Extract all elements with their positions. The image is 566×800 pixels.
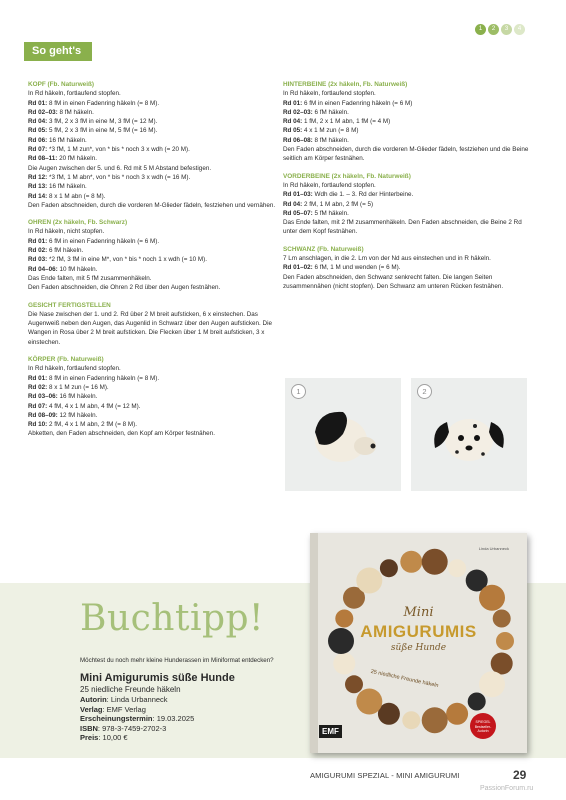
hinterbeine-heading: HINTERBEINE (2x häkeln, Fb. Naturweiß) <box>283 81 408 88</box>
instruction-line <box>283 145 533 164</box>
instruction-text: Das Ende falten, mit 5 fM zusammenhäkeln. <box>28 274 152 282</box>
detail-value: : Linda Urbanneck <box>106 695 168 705</box>
book-prompt: Möchtest du noch mehr kleine Hunderassen im Miniformat entdecken? <box>80 657 274 664</box>
round-label: Rd 01: <box>283 99 303 107</box>
round-label: Rd 03–06: <box>28 393 58 401</box>
instruction-line <box>283 108 533 117</box>
instruction-line <box>28 310 276 347</box>
detail-label: Preis <box>80 733 99 743</box>
instruction-text: Abketten, den Faden abschneiden, den Kopf am Körper festnähen. <box>28 430 215 438</box>
instruction-text: 12 fM häkeln. <box>57 411 98 419</box>
instruction-line <box>28 126 276 135</box>
instruction-line <box>28 402 276 411</box>
instruction-line <box>28 117 276 126</box>
round-label: Rd 06: <box>28 136 48 144</box>
round-label: Rd 01–02: <box>283 264 313 272</box>
round-label: Rd 10: <box>28 421 48 429</box>
instruction-text: Die Nase zwischen der 1. und 2. Rd über 2 M breit aufsticken, 6 x einstechen. Das Augenweiß neben den Augen, das Augenlid in Schwarz über den Augen aufsticken. Die Wangen in Rosa über 2 M breit aufsticken. Die Flecken über 1 M breit aufsticken, 3 x einstechen. <box>28 310 273 346</box>
instruction-line <box>283 190 533 199</box>
book-subtitle: 25 niedliche Freunde häkeln <box>80 685 181 695</box>
round-label: Rd 02–03: <box>283 108 313 116</box>
koerper-heading: KÖRPER (Fb. Naturweiß) <box>28 356 104 364</box>
book-cover-image <box>310 533 527 753</box>
instruction-text: *2 fM, 3 fM in eine M*, von * bis * noch 1 x wdh (= 10 M). <box>47 256 208 264</box>
instruction-line <box>28 374 276 383</box>
instruction-line <box>283 273 533 292</box>
instruction-text: 8 x 1 M abn (= 8 M). <box>47 192 106 200</box>
round-label: Rd 08–09: <box>28 411 58 419</box>
round-label: Rd 13: <box>28 183 48 191</box>
book-detail-row <box>80 705 274 715</box>
instruction-line <box>283 89 533 98</box>
detail-label: ISBN <box>80 723 98 733</box>
instruction-text: 7 Lm anschlagen, in die 2. Lm von der Nd aus einstechen und in R häkeln. <box>283 255 491 263</box>
right-column <box>283 80 533 299</box>
nav-dot: 1 <box>475 24 486 35</box>
page-nav-dots <box>475 24 525 35</box>
round-label: Rd 02–03: <box>28 108 58 116</box>
instruction-text: Wdh die 1. – 3. Rd der Hinterbeine. <box>312 191 414 199</box>
round-label: Rd 04–06: <box>28 265 58 273</box>
section-tag: So geht's <box>24 42 92 61</box>
instruction-line <box>283 263 533 272</box>
instruction-text: Den Faden abschneiden, durch die vorderen M-Glieder fädeln, festziehen und die Beine seitlich am Körper festnähen. <box>283 146 529 163</box>
photo-number: 1 <box>291 384 306 399</box>
instruction-line <box>28 227 276 236</box>
round-label: Rd 01: <box>28 99 48 107</box>
round-label: Rd 04: <box>28 118 48 126</box>
detail-value: : EMF Verlag <box>102 704 146 714</box>
amigurumi-dog-figure <box>448 559 466 577</box>
instruction-text: *3 fM, 1 M zun*, von * bis * noch 3 x wdh (= 20 M). <box>47 146 190 154</box>
instruction-text: 6 fM in einen Fadenring häkeln (= 6 M) <box>302 99 413 107</box>
round-label: Rd 02: <box>28 383 48 391</box>
round-label: Rd 07: <box>28 146 48 154</box>
detail-label: Verlag <box>80 704 103 714</box>
instruction-line <box>28 283 276 292</box>
cover-tagline: 25 niedliche Freunde häkeln <box>370 668 439 690</box>
amigurumi-dog-figure <box>468 693 486 711</box>
instruction-line <box>28 192 276 201</box>
instruction-line <box>28 108 276 117</box>
instruction-text: 8 fM häkeln. <box>312 136 349 144</box>
instruction-line <box>28 136 276 145</box>
instruction-line <box>28 411 276 420</box>
publisher-logo: EMF <box>319 725 342 738</box>
instruction-text: 8 x 1 M zun (= 16 M). <box>47 383 109 391</box>
round-label: Rd 08–11: <box>28 155 58 163</box>
instruction-line <box>28 237 276 246</box>
round-label: Rd 07: <box>28 402 48 410</box>
instruction-text: 16 fM häkeln. <box>47 136 87 144</box>
amigurumi-dog-figure <box>333 653 355 675</box>
instruction-line <box>28 154 276 163</box>
kopf-heading: KOPF (Fb. Naturweiß) <box>28 81 95 88</box>
instruction-line <box>283 117 533 126</box>
instruction-line <box>28 99 276 108</box>
instruction-text: Die Augen zwischen der 5. und 6. Rd mit 5 M Abstand befestigen. <box>28 164 212 172</box>
instruction-text: 3 fM, 2 x 3 fM in eine M, 3 fM (= 12 M). <box>47 118 158 126</box>
instruction-text: 2 fM, 4 x 1 M abn, 2 fM (= 8 M). <box>47 421 138 429</box>
instruction-text: In Rd häkeln, fortlaufend stopfen. <box>28 90 121 98</box>
round-label: Rd 01–03: <box>283 191 313 199</box>
instruction-line <box>28 429 276 438</box>
gesicht-heading: GESICHT FERTIGSTELLEN <box>28 301 111 309</box>
instruction-text: 6 fM, 1 M und wenden (= 6 M). <box>312 264 401 272</box>
book-detail-row <box>80 724 274 734</box>
instruction-text: 5 fM häkeln. <box>312 209 349 217</box>
photo-number: 2 <box>417 384 432 399</box>
instruction-line <box>283 218 533 237</box>
instruction-line <box>28 364 276 373</box>
instruction-text: 16 fM häkeln. <box>57 393 98 401</box>
book-detail-row <box>80 733 274 743</box>
round-label: Rd 02: <box>28 247 48 255</box>
instruction-line <box>28 164 276 173</box>
instruction-text: 16 fM häkeln. <box>47 183 87 191</box>
instruction-line <box>28 383 276 392</box>
detail-label: Autorin <box>80 695 107 705</box>
instruction-line <box>283 200 533 209</box>
round-label: Rd 03: <box>28 256 48 264</box>
photo-step-2 <box>411 378 527 491</box>
instruction-text: *3 fM, 1 M abn*, von * bis * noch 3 x wdh (= 16 M). <box>47 173 191 181</box>
instruction-text: 6 fM in einen Fadenring häkeln (= 6 M). <box>47 237 160 245</box>
amigurumi-dog-figure <box>356 568 382 594</box>
instruction-line <box>283 181 533 190</box>
round-label: Rd 05: <box>283 127 303 135</box>
page-number: 29 <box>513 768 527 782</box>
instruction-line <box>28 145 276 154</box>
amigurumi-dog-figure <box>356 689 382 715</box>
book-detail-row <box>80 714 274 724</box>
cover-author: Linda Urbanneck <box>478 546 509 551</box>
instruction-line <box>28 173 276 182</box>
round-label: Rd 05: <box>28 127 48 135</box>
instruction-text: Den Faden abschneiden, die Ohren 2 Rd über den Augen festnähen. <box>28 284 221 292</box>
amigurumi-dog-figure <box>479 671 505 697</box>
instruction-text: 6 fM häkeln. <box>312 108 349 116</box>
round-label: Rd 01: <box>28 374 48 382</box>
amigurumi-dog-figure <box>345 675 363 693</box>
instruction-text: In Rd häkeln, fortlaufend stopfen. <box>283 90 376 98</box>
photo-step-1 <box>285 378 401 491</box>
left-column <box>28 80 276 447</box>
instruction-line <box>28 246 276 255</box>
amigurumi-dog-figure <box>380 559 398 577</box>
instruction-text: In Rd häkeln, fortlaufend stopfen. <box>28 365 121 373</box>
instruction-line <box>283 136 533 145</box>
instruction-text: 20 fM häkeln. <box>57 155 97 163</box>
book-title: Mini Amigurumis süße Hunde <box>80 672 235 685</box>
cover-subtitle: süße Hunde <box>390 643 447 653</box>
instruction-line <box>283 209 533 218</box>
instruction-line <box>28 265 276 274</box>
round-label: Rd 01: <box>28 237 48 245</box>
instruction-line <box>28 392 276 401</box>
instruction-text: Das Ende falten, mit 2 fM zusammenhäkeln. Den Faden abschneiden, die Beine 2 Rd unter dem Kopf festnähen. <box>283 219 522 236</box>
nav-dot: 3 <box>501 24 512 35</box>
nav-dot: 4 <box>514 24 525 35</box>
book-details <box>80 695 274 743</box>
vorderbeine-heading: VORDERBEINE (2x häkeln, Fb. Naturweiß) <box>283 172 411 180</box>
instruction-text: 4 fM, 4 x 1 M abn, 4 fM (= 12 M). <box>47 402 141 410</box>
footer-text: AMIGURUMI SPEZIAL - MINI AMIGURUMI <box>310 771 460 780</box>
instruction-line <box>28 420 276 429</box>
instruction-text: 10 fM häkeln. <box>57 265 98 273</box>
round-label: Rd 05–07: <box>283 209 313 217</box>
cover-mini: Mini <box>403 605 434 620</box>
book-detail-row <box>80 695 274 705</box>
amigurumi-dog-figure <box>400 551 422 573</box>
detail-label: Erscheinungstermin <box>80 714 153 724</box>
instruction-text: 4 x 1 M zun (= 8 M) <box>302 127 359 135</box>
round-label: Rd 14: <box>28 192 48 200</box>
round-label: Rd 04: <box>283 118 303 126</box>
instruction-text: In Rd häkeln, nicht stopfen. <box>28 228 105 236</box>
instruction-line <box>28 255 276 264</box>
instruction-line <box>28 274 276 283</box>
amigurumi-dog-figure <box>422 707 448 733</box>
cover-title: AMIGURUMIS <box>360 622 477 641</box>
instruction-text: 6 fM häkeln. <box>47 247 84 255</box>
round-label: Rd 12: <box>28 173 48 181</box>
watermark: PassionForum.ru <box>480 785 534 792</box>
instruction-text: Den Faden abschneiden, den Schwanz senkrecht falten. Die langen Seiten zusammennähen (nicht stopfen). Den Schwanz am unteren Rücken festnähen. <box>283 273 504 290</box>
instruction-text: 8 fM häkeln. <box>57 108 94 116</box>
instruction-line <box>28 201 276 210</box>
round-label: Rd 04: <box>283 200 303 208</box>
instruction-line <box>283 126 533 135</box>
instruction-line <box>283 254 533 263</box>
instruction-line <box>28 182 276 191</box>
nav-dot: 2 <box>488 24 499 35</box>
instruction-text: 8 fM in einen Fadenring häkeln (= 8 M). <box>47 374 160 382</box>
detail-value: : 978-3-7459-2702-3 <box>97 723 167 733</box>
book-info <box>80 656 274 743</box>
bestseller-badge: SPIEGEL Bestseller-Autorin <box>470 713 496 739</box>
amigurumi-dog-figure <box>422 549 448 575</box>
instruction-text: Den Faden abschneiden, durch die vorderen M-Glieder fädeln, festziehen und vernähen. <box>28 201 276 209</box>
amigurumi-dog-figure <box>491 653 513 675</box>
amigurumi-dog-figure <box>402 711 420 729</box>
instruction-text: In Rd häkeln, fortlaufend stopfen. <box>283 181 376 189</box>
instruction-text: 2 fM, 1 M abn, 2 fM (= 5) <box>302 200 374 208</box>
detail-value: : 10,00 € <box>98 733 128 743</box>
instruction-text: 5 fM, 2 x 3 fM in eine M, 5 fM (= 16 M). <box>47 127 158 135</box>
instruction-text: 8 fM in einen Fadenring häkeln (= 8 M). <box>47 99 160 107</box>
ohren-heading: OHREN (2x häkeln, Fb. Schwarz) <box>28 219 128 227</box>
schwanz-heading: SCHWANZ (Fb. Naturweiß) <box>283 245 364 253</box>
buchtipp-heading: Buchtipp! <box>80 598 265 639</box>
instruction-text: 1 fM, 2 x 1 M abn, 1 fM (= 4 M) <box>302 118 391 126</box>
detail-value: : 19.03.2025 <box>152 714 195 724</box>
round-label: Rd 06–08: <box>283 136 313 144</box>
instruction-line <box>28 89 276 98</box>
amigurumi-dog-figure <box>446 703 468 725</box>
instruction-line <box>283 99 533 108</box>
